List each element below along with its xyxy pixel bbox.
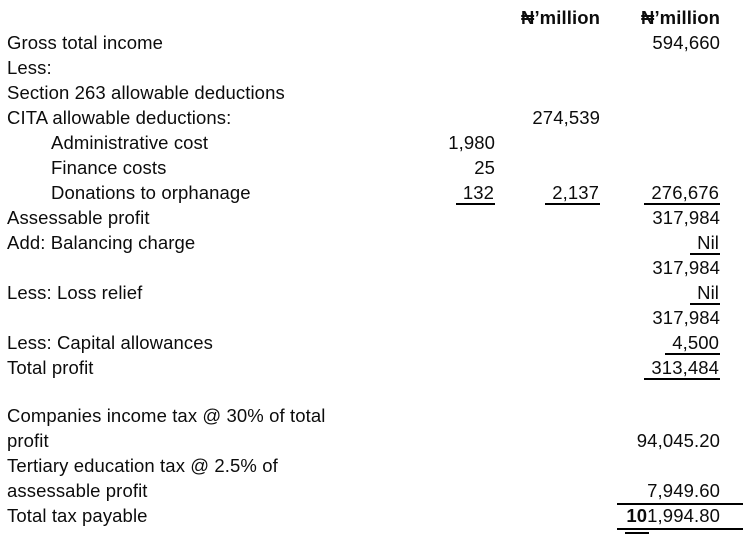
amount-rest-part: 1,994.80	[647, 505, 720, 526]
row-tertiary-education-tax-line1	[0, 453, 744, 478]
row-label: Total profit	[7, 357, 94, 378]
row-label: Companies income tax @ 30% of total	[7, 405, 326, 426]
row-label: Add: Balancing charge	[7, 232, 196, 253]
row-label: Finance costs	[51, 157, 167, 178]
amount-col2	[495, 180, 600, 205]
row-label: Gross total income	[7, 32, 164, 53]
amount-col3	[600, 503, 744, 528]
amount-col3	[600, 428, 744, 453]
amount-col3	[600, 30, 744, 55]
row-label: Less: Loss relief	[7, 282, 143, 303]
amount-col3	[600, 230, 744, 255]
row-companies-income-tax-line2	[0, 428, 744, 453]
amount-value: 317,984	[652, 257, 720, 278]
row-capital-allowances	[0, 330, 744, 355]
row-label: Administrative cost	[51, 132, 209, 153]
amount-value-underlined: 2,137	[545, 182, 600, 205]
row-less	[0, 55, 744, 80]
row-label: Tertiary education tax @ 2.5% of	[7, 455, 278, 476]
row-column-headers	[0, 5, 744, 30]
amount-value: 594,660	[652, 32, 720, 53]
amount-col3	[600, 255, 744, 280]
row-label: Less:	[7, 57, 52, 78]
amount-col3	[600, 280, 744, 305]
row-cita-deductions	[0, 105, 744, 130]
row-gross-total-income	[0, 30, 744, 55]
amount-value: 317,984	[652, 307, 720, 328]
amount-value-underlined: 313,484	[644, 357, 720, 380]
row-label: Less: Capital allowances	[7, 332, 214, 353]
amount-col3	[600, 305, 744, 330]
row-label: CITA allowable deductions:	[7, 107, 232, 128]
amount-value-underlined: Nil	[690, 282, 720, 305]
amount-value: 1,980	[448, 132, 495, 153]
amount-value: 25	[474, 157, 495, 178]
amount-value-underlined: 4,500	[665, 332, 720, 355]
row-assessable-profit	[0, 205, 744, 230]
amount-col3	[600, 180, 744, 205]
row-label: Total tax payable	[7, 505, 148, 526]
amount-value-underlined: 132	[456, 182, 495, 205]
amount-col1	[365, 130, 495, 155]
amount-value: 317,984	[652, 207, 720, 228]
row-balancing-charge	[0, 230, 744, 255]
row-donations-to-orphanage	[0, 180, 744, 205]
amount-bold-double-underlined-part: 10	[626, 505, 648, 526]
row-tertiary-education-tax-line2	[0, 478, 744, 503]
amount-col3	[600, 205, 744, 230]
row-subtotal-after-balancing-charge	[0, 255, 744, 280]
amount-value-underlined: Nil	[690, 232, 720, 255]
row-administrative-cost	[0, 130, 744, 155]
amount-col3	[600, 478, 744, 503]
row-total-profit	[0, 355, 744, 380]
amount-value-underlined-wide	[617, 503, 743, 530]
row-finance-costs	[0, 155, 744, 180]
row-total-tax-payable	[0, 503, 744, 528]
row-section-263-deductions	[0, 80, 744, 105]
header-spacer	[365, 5, 495, 30]
header-spacer	[0, 5, 365, 30]
amount-col3	[600, 330, 744, 355]
amount-col1	[365, 155, 495, 180]
row-label: Donations to orphanage	[51, 182, 251, 203]
row-label: profit	[7, 430, 49, 451]
row-subtotal-after-loss-relief	[0, 305, 744, 330]
row-spacer	[0, 380, 744, 403]
amount-col2	[495, 105, 600, 130]
row-loss-relief	[0, 280, 744, 305]
row-label: Assessable profit	[7, 207, 150, 228]
column-header-naira-million-1: ₦’million	[520, 7, 600, 28]
row-companies-income-tax-line1	[0, 403, 744, 428]
amount-value: 274,539	[532, 107, 600, 128]
amount-col1	[365, 180, 495, 205]
amount-value-underlined: 276,676	[644, 182, 720, 205]
amount-col3	[600, 355, 744, 380]
amount-value-underlined-wide	[617, 478, 743, 505]
column-header-naira-million-2: ₦’million	[640, 7, 720, 28]
row-label: assessable profit	[7, 480, 148, 501]
amount-value: 7,949.60	[647, 480, 720, 501]
amount-value: 94,045.20	[636, 430, 720, 451]
row-label: Section 263 allowable deductions	[7, 82, 285, 103]
